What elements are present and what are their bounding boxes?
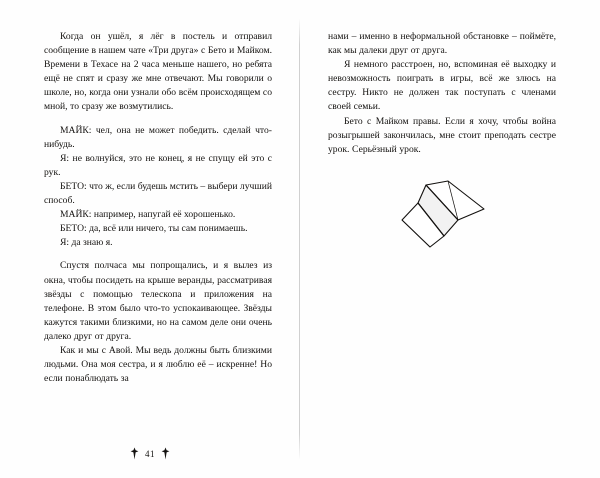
chat-line: Я: не волнуйся, это не конец, я не спущу ей это с рук. (44, 152, 272, 178)
chat-line: МАЙК: например, напугай её хорошенько. (60, 209, 236, 221)
chat-line: МАЙК: чел, она не может победить. сделай что-нибудь. (44, 124, 272, 150)
paragraph: Бето с Майком правы. Если я хочу, чтобы война розыгрышей закончилась, мне стоит преподать сестре урок. Серьёзный урок. (328, 115, 556, 155)
right-page (300, 0, 600, 478)
page-folio (0, 447, 300, 460)
coffin-crystal-illustration (328, 179, 556, 249)
cross-ornament-icon (161, 447, 170, 460)
cross-ornament-icon (130, 447, 139, 460)
chat-line: Я: да знаю я. (60, 237, 113, 249)
paragraph: Спустя полчаса мы попрощались, и я вылез из окна, чтобы посидеть на крыше веранды, рассматривая звёзды с помощью телескопа и приложения на телефоне. В этом было что-то успокаивающее. Звёзды кажутся такими близкими, но на самом деле они очень далеко друг от друга. (44, 260, 272, 342)
paragraph: Я немного расстроен, но, вспоминая её выходку и невозможность поиграть в игры, всё же злюсь на сестру. Никто не должен так поступать с членами своей семьи. (328, 59, 556, 113)
page-number: 41 (145, 448, 155, 459)
paragraph: Когда он ушёл, я лёг в постель и отправил сообщение в нашем чате «Три друга» с Бето и Майком. Времени в Техасе на 2 часа меньше нашего, но ребята ещё не спят и сразу же мне отвечают. Мы говорили о школе, но, когда они узнали обо всём происходящем со мной, то сразу же возмутились. (44, 31, 272, 113)
chat-line: БЕТО: что ж, если будешь мстить – выбери лучший способ. (44, 180, 272, 207)
paragraph-gap (44, 250, 272, 259)
paragraph-gap (44, 115, 272, 124)
coffin-crystal-icon (396, 179, 488, 249)
chat-line: БЕТО: да, всё или ничего, ты сам понимаешь. (60, 223, 248, 235)
paragraph: Как и мы с Авой. Мы ведь должны быть близкими людьми. Она моя сестра, и я люблю её – искренне! Но если понаблюдать за (44, 344, 272, 385)
paragraph: нами – именно в неформальной обстановке – поймёте, как мы далеки друг от друга. (328, 31, 556, 57)
